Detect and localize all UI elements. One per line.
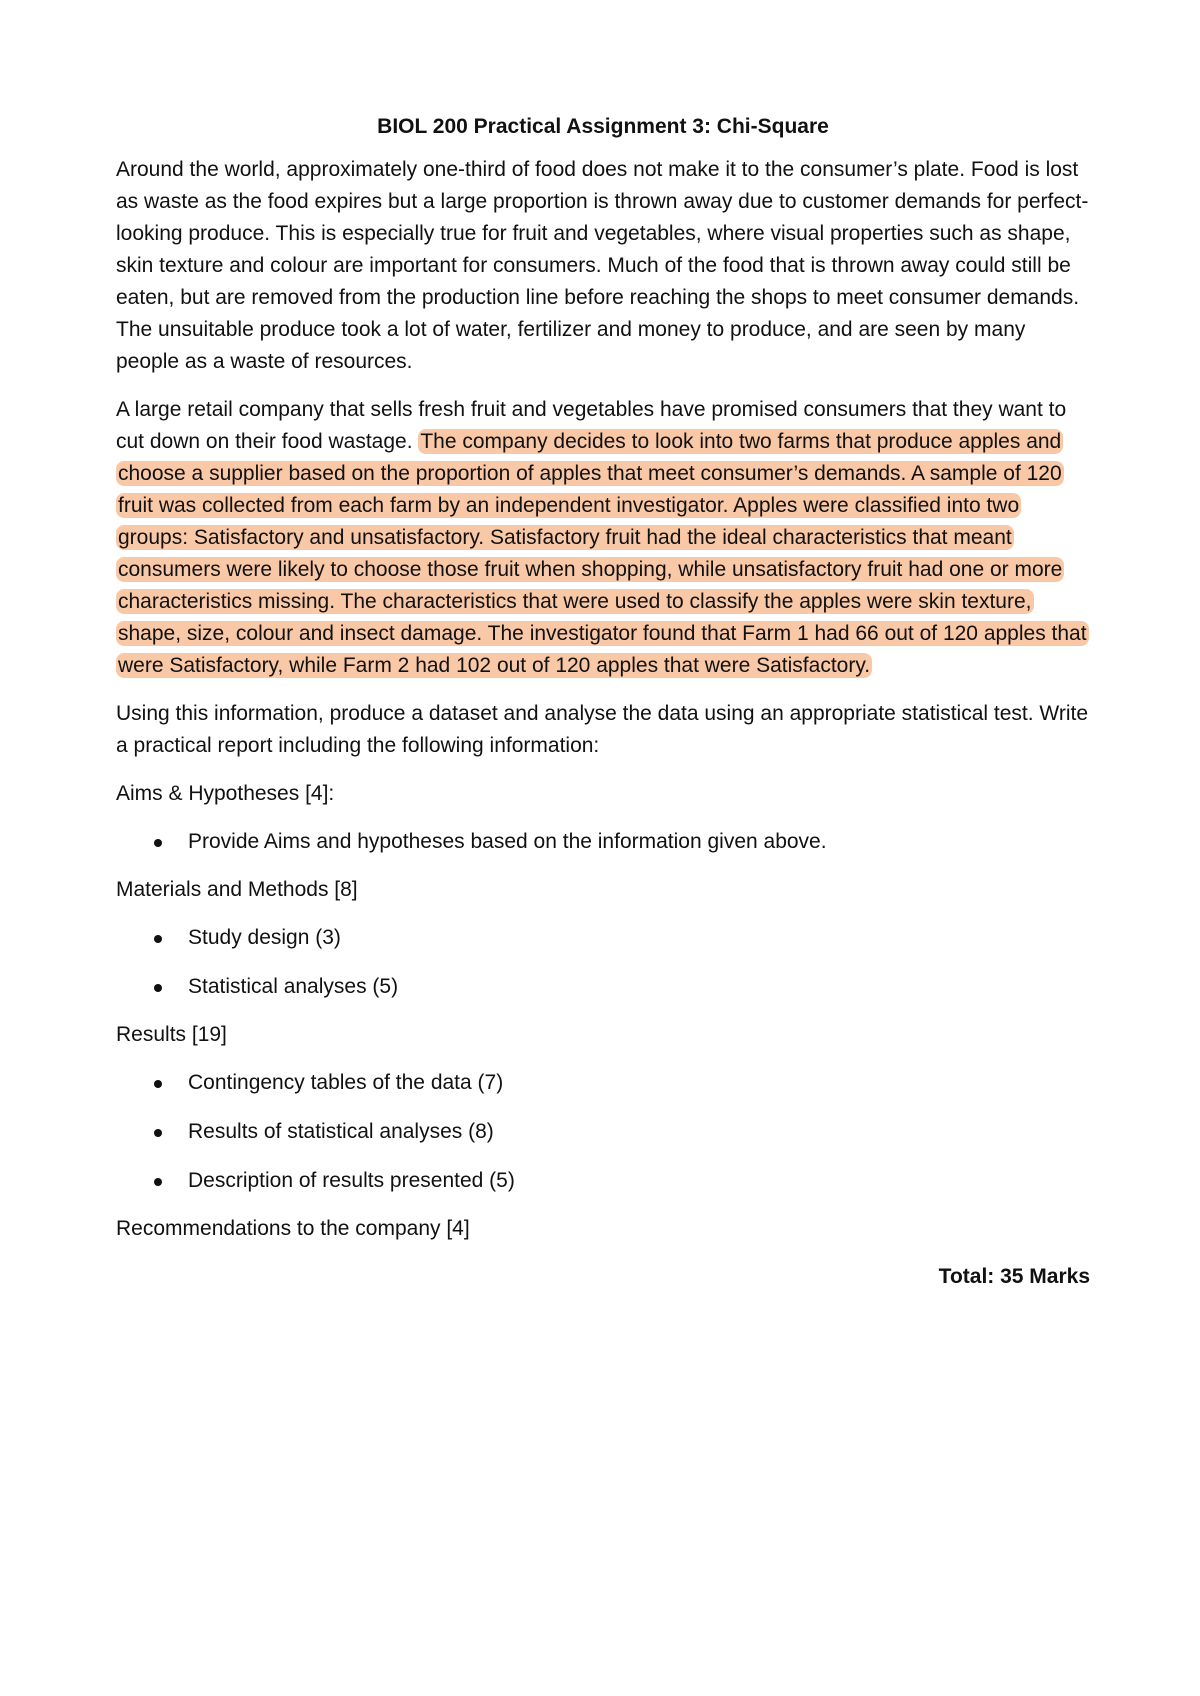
total-marks: Total: 35 Marks: [938, 1265, 1090, 1288]
list-item-text: Study design (3): [188, 926, 341, 949]
highlighted-text: The company decides to look into two farms that produce apples and choose a supplier based on the proportion of apples that meet consumer’s demands. A sample of 120 fruit was collected from each farm by an independent investigator. Apples were classified into two groups: Satisfactory and unsatisfactory. Satisfactory fruit had the ideal characteristics that meant consumers were likely to choose those fruit when shopping, while unsatisfactory fruit had one or more characteristics missing. The characteristics that were used to classify the apples were skin texture, shape, size, colour and insect damage. The investigator found that Farm 1 had 66 out of 120 apples that were Satisfactory, while Farm 2 had 102 out of 120 apples that were Satisfactory.: [118, 430, 1087, 677]
section-heading-aims-hypotheses: Aims & Hypotheses [4]:: [116, 782, 335, 805]
document-title: BIOL 200 Practical Assignment 3: Chi-Square: [377, 115, 829, 138]
section-heading-recommendations: Recommendations to the company [4]: [116, 1217, 470, 1240]
bullet-icon: [154, 935, 162, 943]
bullet-icon: [154, 1080, 162, 1088]
materials-methods-list: [116, 922, 1090, 1003]
section-heading-results: Results [19]: [116, 1023, 227, 1046]
bullet-icon: [154, 839, 162, 847]
list-item-text: Provide Aims and hypotheses based on the information given above.: [188, 830, 827, 853]
company-paragraph-plain-text: A large retail company that sells fresh fruit and vegetables have promised consumers that they want to cut down on their food wastage.: [116, 398, 1067, 453]
instructions-paragraph: Using this information, produce a dataset and analyse the data using an appropriate statistical test. Write a practical report including the following information:: [116, 702, 1088, 757]
list-item: [116, 922, 1090, 954]
aims-hypotheses-list: [116, 826, 1090, 858]
list-item: [116, 1067, 1090, 1099]
company-paragraph: [116, 394, 1090, 682]
list-item-text: Results of statistical analyses (8): [188, 1120, 494, 1143]
list-item-text: Description of results presented (5): [188, 1169, 515, 1192]
list-item-text: Statistical analyses (5): [188, 975, 399, 998]
bullet-icon: [154, 984, 162, 992]
list-item: [116, 1165, 1090, 1197]
section-heading-materials-methods: Materials and Methods [8]: [116, 878, 358, 901]
bullet-icon: [154, 1129, 162, 1137]
list-item: [116, 971, 1090, 1003]
list-item: [116, 826, 1090, 858]
bullet-icon: [154, 1178, 162, 1186]
list-item: [116, 1116, 1090, 1148]
list-item-text: Contingency tables of the data (7): [188, 1071, 504, 1094]
intro-paragraph: Around the world, approximately one-third of food does not make it to the consumer’s plate. Food is lost as waste as the food expires but a large proportion is thrown away due to customer demands for perfect-looking produce. This is especially true for fruit and vegetables, where visual properties such as shape, skin texture and colour are important for consumers. Much of the food that is thrown away could still be eaten, but are removed from the production line before reaching the shops to meet consumer demands. The unsuitable produce took a lot of water, fertilizer and money to produce, and are seen by many people as a waste of resources.: [116, 158, 1089, 373]
results-list: [116, 1067, 1090, 1197]
